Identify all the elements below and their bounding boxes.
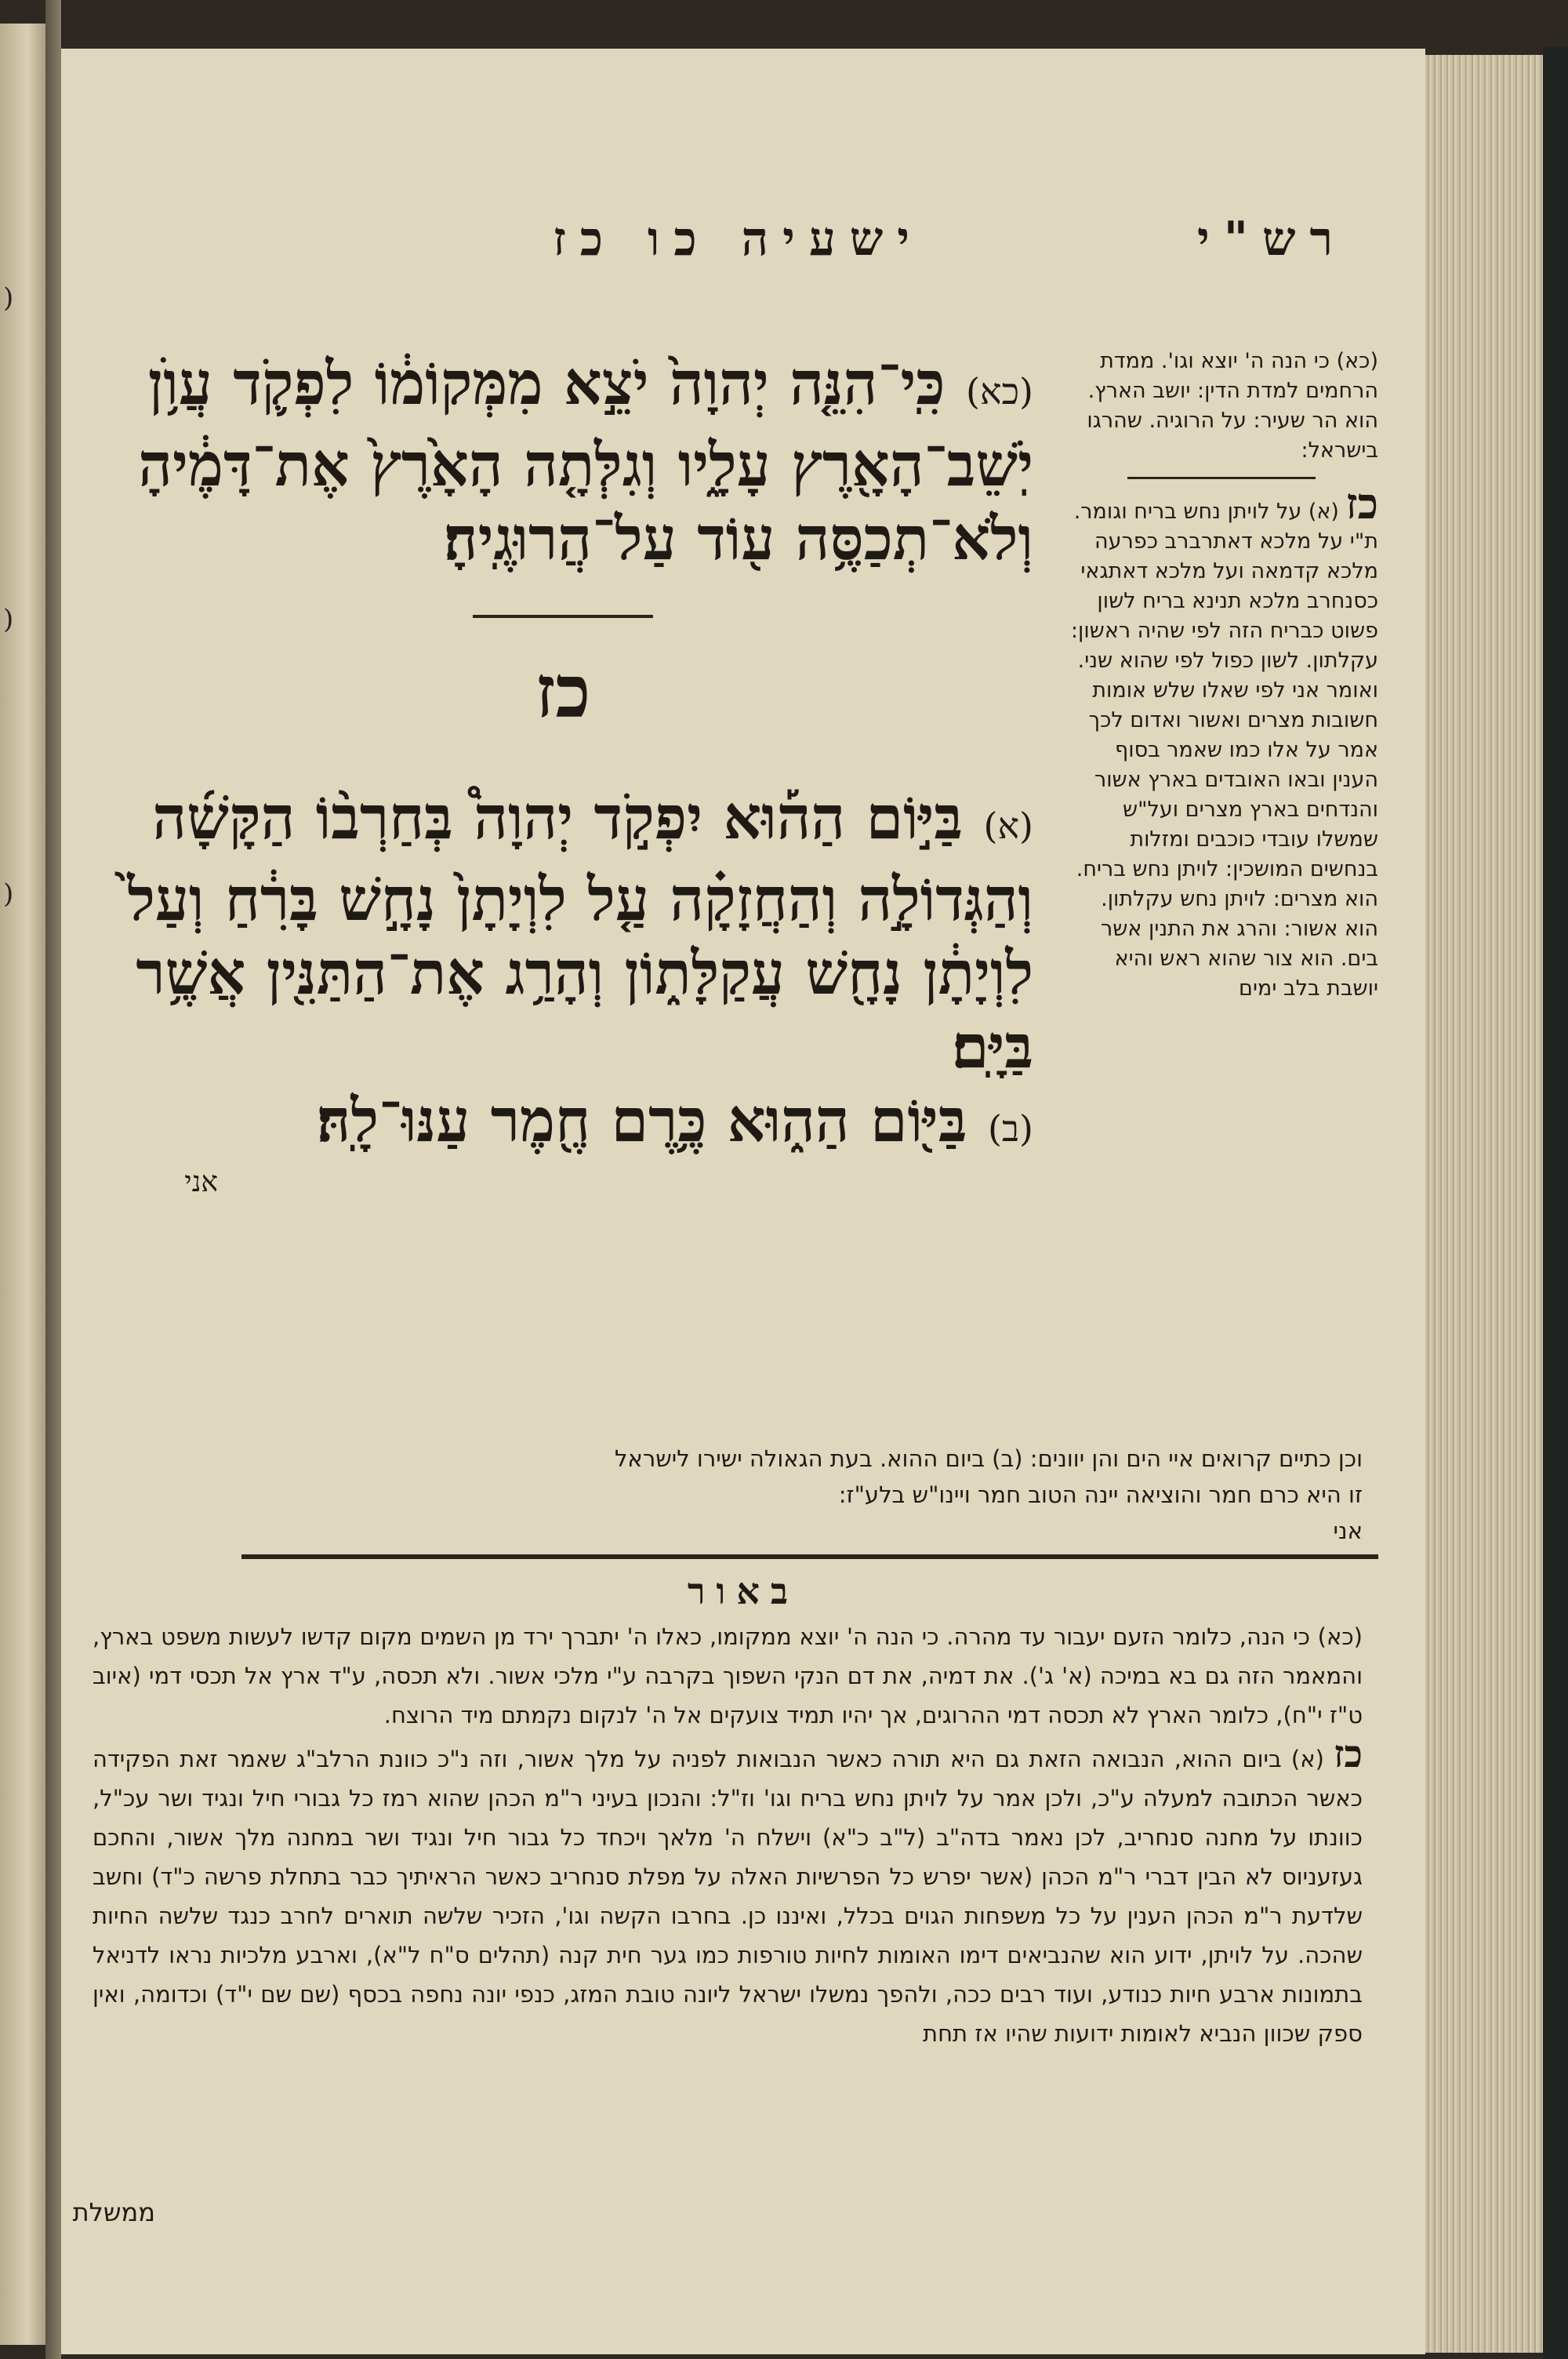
verse — [93, 347, 1033, 576]
verse-text: כִּֽי־הִנֵּ֤ה יְהוָה֙ יֹצֵ֣א מִמְּקוֹמ֔וֹ לִפְקֹ֛ד עֲוֺ֥ן יֹֽשֵׁב־הָאָ֖רֶץ עָלָ֑יו וְגִלְּתָ֤ה הָאָ֙רֶץ֙ אֶת־דָּמֶ֔יהָ וְלֹא־תְכַסֶּ֥ה ע֖וֹד עַל־הֲרוּגֶֽיהָ׃ — [138, 348, 1033, 573]
rashi-block: (כא) כי הנה ה' יוצא וגו'. ממדת הרחמים למדת הדין: יושב הארץ. הוא הר שעיר: על הרוגיה. שהרגו בישראל: — [1087, 349, 1378, 463]
rashi-continuation-line: וכן כתיים קרואים איי הים והן יוונים: (ב) ביום ההוא. בעת הגאולה ישירו לישראל — [614, 1445, 1363, 1472]
rashi-divider — [1127, 477, 1316, 479]
scripture-text — [93, 347, 1033, 1198]
edge-mark: ) — [3, 282, 14, 314]
biur-commentary — [93, 1617, 1363, 2053]
page-fore-edge — [1425, 55, 1543, 2353]
verse-number: (א) — [983, 805, 1033, 847]
biur-chapter-number: כז — [1334, 1732, 1363, 1776]
biur-title: באור — [687, 1570, 800, 1612]
header-rashi: רש"י — [1197, 212, 1347, 267]
edge-mark: ) — [3, 604, 14, 635]
section-divider — [241, 1554, 1378, 1559]
rashi-continuation-line: זו היא כרם חמר והוציאה יינה הטוב חמר ויינו"ש בלע"ז: — [838, 1481, 1363, 1508]
chapter-divider — [473, 615, 653, 618]
book-gutter — [45, 0, 61, 2359]
edge-mark: ) — [3, 878, 14, 910]
rashi-commentary — [1065, 347, 1378, 1004]
chapter-title: כז — [535, 649, 591, 734]
verse — [93, 781, 1033, 1084]
previous-page-edge — [0, 24, 45, 2345]
catchword: אני — [1333, 1518, 1363, 1544]
biur-paragraph: (כא) כי הנה, כלומר הזעם יעבור עד מהרה. כי הנה ה' יוצא ממקומו, כאלו ה' יתברך ירד מן השמים מקום קדשו לעשות משפט בארץ, והמאמר הזה גם בא במיכה (א' ג'). את דמיה, את דם הנקי השפוך בקרבה ע"י מלכי אשור. ולא תכסה, ע"ד ארץ אל תכסי דמי (איוב ט"ז י"ח), כלומר הארץ לא תכסה דמי ההרוגים, אך יהיו תמיד צועקים אל ה' לנקום נקמתם מיד הרוצח. — [93, 1623, 1363, 1728]
biur-paragraph — [93, 1732, 1363, 2053]
verse — [93, 1084, 1033, 1165]
book-page — [61, 49, 1425, 2354]
biur-paragraph-text: (א) ביום ההוא, הנבואה הזאת גם היא תורה כאשר הנבואות לפניה על מלך אשור, וזה נ"כ כוונת הרלב"ג שאמר זאת הפקידה כאשר הכתובה למעלה ע"כ, ולכן אמר על לויתן נחש בריח וגו' וז"ל: והנכון בעיני ר"מ הכהן שהוא רמז כל גבורי חיל ונגיד ושר עכ"ל, כוונתו על מחנה סנחריב, לכן נאמר בדה"ב (ל"ב כ"א) וישלח ה' מלאך ויכחד כל גבור חיל ונגיד ושר במחנה מלך אשור, והחכם געזעניוס לא הבין דברי ר"מ הכהן (אשר יפרש כל הפרשיות האלה על מפלת סנחריב כאשר הראיתיך כבר בתחלת פרשה כ"ד) וחשב שלדעת ר"מ הכהן הענין על כל משפחות הגוים בכלל, ואיננו כן. בחרבו הקשה וגו', הזכיר שלשה תוארים לחרב כנגד שלשה החיות שהכה. על לויתן, ידוע הוא שהנביאים דימו האומות לחיות טורפות כמו גער חית קנה (תהלים ס"ח ל"א), וארבע מלכיות נראו לדניאל בתמונות ארבע חיות כנודע, ועוד רבים ככה, ולהפך נמשלו ישראל ליונה טובת המזג, כנפי יונה נחפה בכסף (שם שם י"ד) וכדומה, ואין ספק שכוון הנביא לאומות ידועות שהיו אז תחת — [93, 1746, 1363, 2047]
rashi-chapter-number: כז — [1345, 478, 1378, 529]
book-cover — [1543, 47, 1568, 2359]
verse-number: (כא) — [966, 370, 1033, 413]
catchword: ממשלת — [72, 2197, 155, 2227]
verse-number: (ב) — [987, 1107, 1033, 1150]
verse-text: בַּיּ֖וֹם הַה֑וּא כֶּ֥רֶם חֶ֖מֶר עַנּוּ־לָֽהּ׃ — [316, 1085, 967, 1155]
header-book-chapter: ישעיה כו כז — [553, 212, 924, 267]
rashi-continuation — [108, 1441, 1363, 1549]
rashi-block — [1065, 478, 1378, 1004]
verse-text: בַּיּ֣וֹם הַה֡וּא יִפְקֹ֣ד יְהוָה֩ בְּחַרְב֨וֹ הַקָּשָׁ֜ה וְהַגְּדוֹלָ֣ה וְהַחֲזָקָ֗ה עַ֤ל לִוְיָתָן֙ נָחָ֣שׁ בָּרִ֔חַ וְעַל֙ לִוְיָתָ֔ן נָחָ֖שׁ עֲקַלָּת֑וֹן וְהָרַ֥ג אֶת־הַתַּנִּ֖ין אֲשֶׁ֥ר בַּיָּֽם׃ — [127, 783, 1033, 1081]
rashi-block-text: (א) על לויתן נחש בריח וגומר. ת"י על מלכא דאתרברב כפרעה מלכא קדמאה ועל מלכא דאתגאי כסנחרב מלכא תנינא בריח לשון פשוט כבריח הזה לפי שהיה ראשון: עקלתון. לשון כפול לפי שהוא שני. ואומר אני לפי שאלו שלש אומות חשובות מצרים ואשור ואדום לכך אמר על אלו כמו שאמר בסוף הענין ובאו האובדים בארץ אשור והנדחים בארץ מצרים ועל"ש שמשלו עובדי כוכבים ומזלות בנחשים המושכין: לויתן נחש בריח. הוא מצרים: לויתן נחש עקלתון. הוא אשור: והרג את התנין אשר בים. הוא צור שהוא ראש והיא יושבת בלב ימים — [1070, 500, 1378, 1001]
catchword: אני — [184, 1166, 218, 1198]
